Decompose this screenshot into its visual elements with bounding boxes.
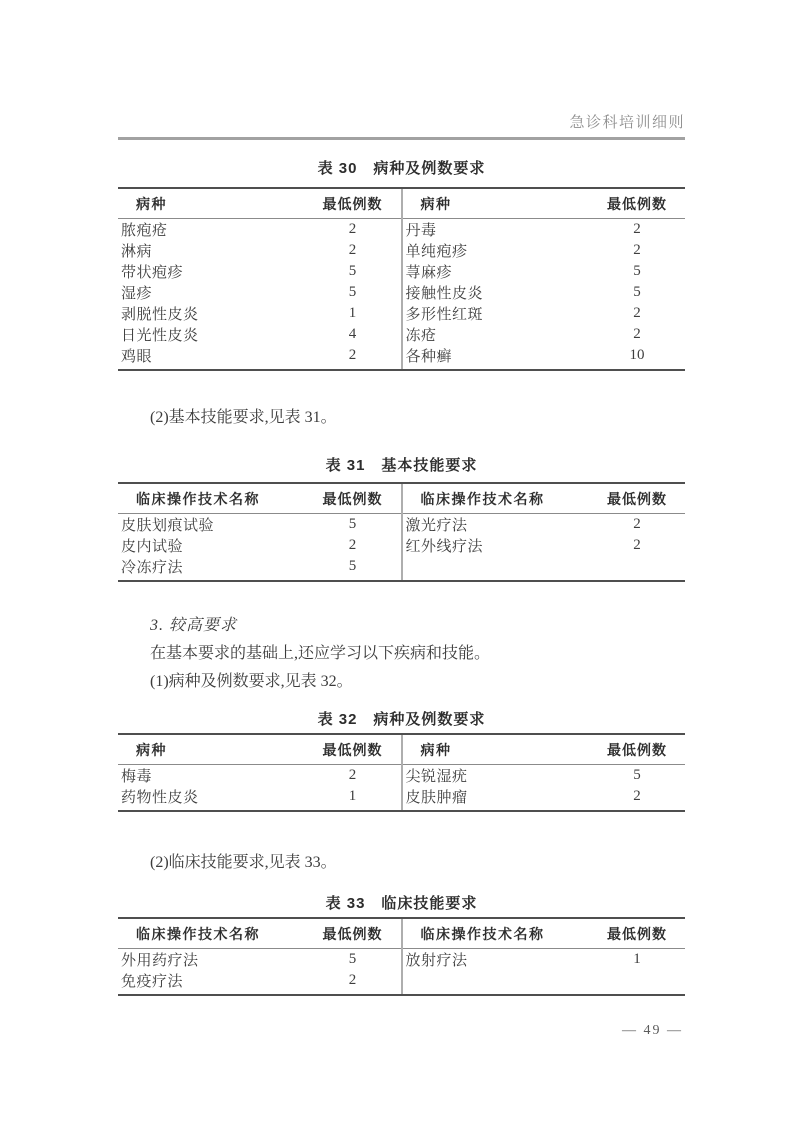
table-row bbox=[118, 324, 401, 345]
row-name-cell: 放射疗法 bbox=[405, 953, 468, 969]
table-row bbox=[403, 514, 686, 535]
row-min-count-cell: 4 bbox=[348, 326, 357, 342]
row-name-cell: 冷冻疗法 bbox=[121, 560, 184, 576]
table-row bbox=[118, 765, 401, 786]
row-min-count-cell: 5 bbox=[633, 263, 641, 279]
column-header-min-cases: 最低例数 bbox=[607, 195, 667, 212]
row-name-cell: 脓疱疮 bbox=[121, 223, 168, 239]
row-min-count-cell: 1 bbox=[348, 788, 357, 804]
table-30 bbox=[118, 187, 685, 371]
row-name-cell: 日光性皮炎 bbox=[121, 328, 199, 344]
table-30-title: 表 30 病种及例数要求 bbox=[317, 160, 486, 177]
row-min-count-cell: 2 bbox=[633, 242, 641, 258]
table-row bbox=[403, 949, 686, 970]
row-min-count-cell: 2 bbox=[633, 516, 641, 532]
row-min-count-cell: 5 bbox=[633, 767, 641, 783]
row-name-cell: 各种癣 bbox=[405, 349, 453, 365]
table-31-right-half bbox=[401, 484, 686, 580]
row-min-count-cell: 2 bbox=[348, 347, 357, 363]
row-name-cell: 皮肤划痕试验 bbox=[121, 518, 215, 534]
row-name-cell: 湿疹 bbox=[121, 286, 153, 302]
row-min-count-cell: 5 bbox=[348, 516, 357, 532]
row-min-count-cell: 2 bbox=[633, 788, 641, 804]
table-33-right-header-row bbox=[403, 919, 686, 949]
row-name-cell: 皮内试验 bbox=[121, 539, 184, 555]
table-31-left-header-row bbox=[118, 484, 401, 514]
row-min-count-cell: 1 bbox=[633, 951, 641, 967]
row-min-count-cell: 5 bbox=[348, 558, 357, 574]
column-header-technique: 临床操作技术名称 bbox=[136, 490, 260, 507]
section-3-block bbox=[118, 612, 685, 696]
column-header-min-cases: 最低例数 bbox=[322, 925, 383, 942]
table-30-right-half bbox=[401, 189, 686, 369]
row-name-cell: 多形性红斑 bbox=[405, 307, 484, 323]
section-3-heading: 3. 较高要求 bbox=[150, 617, 238, 634]
header-rule bbox=[118, 137, 685, 140]
row-min-count-cell: 5 bbox=[348, 951, 357, 967]
row-min-count-cell: 5 bbox=[633, 284, 641, 300]
table-30-left-body bbox=[118, 219, 401, 366]
row-name-cell: 淋病 bbox=[121, 244, 153, 260]
table-32-left-body bbox=[118, 765, 401, 807]
table-row bbox=[403, 303, 686, 324]
row-name-cell: 鸡眼 bbox=[121, 349, 153, 365]
table-row bbox=[118, 303, 401, 324]
row-name-cell: 梅毒 bbox=[121, 769, 153, 785]
table-row bbox=[118, 219, 401, 240]
row-min-count-cell: 2 bbox=[633, 326, 641, 342]
row-min-count-cell: 5 bbox=[348, 263, 357, 279]
table-32-left-half bbox=[118, 735, 401, 810]
row-name-cell: 荨麻疹 bbox=[405, 265, 453, 281]
table-31-left-half bbox=[118, 484, 401, 580]
column-header-technique: 临床操作技术名称 bbox=[136, 925, 260, 942]
section-3-intro: 在基本要求的基础上,还应学习以下疾病和技能。 bbox=[150, 645, 491, 662]
row-min-count-cell: 2 bbox=[348, 221, 357, 237]
row-name-cell: 激光疗法 bbox=[405, 518, 468, 534]
row-min-count-cell: 5 bbox=[348, 284, 357, 300]
table-32 bbox=[118, 733, 685, 812]
row-name-cell: 单纯疱疹 bbox=[405, 244, 468, 260]
table-row bbox=[403, 345, 686, 366]
row-name-cell: 带状疱疹 bbox=[121, 265, 184, 281]
row-name-cell: 丹毒 bbox=[405, 223, 437, 239]
table-row bbox=[403, 219, 686, 240]
table-33 bbox=[118, 917, 685, 996]
paragraph-basic-skills: (2)基本技能要求,见表 31。 bbox=[150, 409, 337, 426]
table-33-right-body bbox=[403, 949, 686, 970]
table-31 bbox=[118, 482, 685, 582]
column-header-disease: 病种 bbox=[420, 741, 452, 758]
row-name-cell: 外用药疗法 bbox=[121, 953, 199, 969]
table-row bbox=[118, 970, 401, 991]
table-row bbox=[118, 786, 401, 807]
row-min-count-cell: 10 bbox=[629, 347, 645, 363]
row-min-count-cell: 2 bbox=[348, 537, 357, 553]
table-row bbox=[118, 949, 401, 970]
row-name-cell: 药物性皮炎 bbox=[121, 790, 199, 806]
table-row bbox=[118, 556, 401, 577]
table-31-right-header-row bbox=[403, 484, 686, 514]
table-row bbox=[118, 240, 401, 261]
table-row bbox=[403, 240, 686, 261]
table-33-left-header-row bbox=[118, 919, 401, 949]
table-32-title: 表 32 病种及例数要求 bbox=[317, 711, 486, 728]
paragraph-clinical-skills: (2)临床技能要求,见表 33。 bbox=[150, 854, 337, 871]
column-header-min-cases: 最低例数 bbox=[607, 741, 667, 758]
row-min-count-cell: 2 bbox=[633, 305, 641, 321]
row-min-count-cell: 2 bbox=[348, 972, 357, 988]
column-header-min-cases: 最低例数 bbox=[322, 741, 383, 758]
table-32-left-header-row bbox=[118, 735, 401, 765]
table-row bbox=[403, 786, 686, 807]
column-header-disease: 病种 bbox=[420, 195, 452, 212]
table-30-right-header-row bbox=[403, 189, 686, 219]
row-min-count-cell: 2 bbox=[633, 537, 641, 553]
column-header-min-cases: 最低例数 bbox=[322, 490, 383, 507]
table-32-right-half bbox=[401, 735, 686, 810]
table-30-left-header-row bbox=[118, 189, 401, 219]
row-name-cell: 红外线疗法 bbox=[405, 539, 484, 555]
row-min-count-cell: 2 bbox=[348, 767, 357, 783]
table-31-title: 表 31 基本技能要求 bbox=[325, 457, 478, 474]
row-name-cell: 剥脱性皮炎 bbox=[121, 307, 199, 323]
column-header-min-cases: 最低例数 bbox=[607, 490, 667, 507]
row-name-cell: 冻疮 bbox=[405, 328, 437, 344]
row-name-cell: 尖锐湿疣 bbox=[405, 769, 468, 785]
table-31-left-body bbox=[118, 514, 401, 577]
row-name-cell: 接触性皮炎 bbox=[405, 286, 484, 302]
running-header: 急诊科培训细则 bbox=[569, 115, 685, 131]
table-30-right-body bbox=[403, 219, 686, 366]
table-row bbox=[118, 282, 401, 303]
column-header-min-cases: 最低例数 bbox=[607, 925, 667, 942]
row-min-count-cell: 2 bbox=[348, 242, 357, 258]
table-row bbox=[403, 261, 686, 282]
paragraph-disease-32: (1)病种及例数要求,见表 32。 bbox=[150, 673, 353, 690]
column-header-disease: 病种 bbox=[136, 195, 167, 212]
row-name-cell: 免疫疗法 bbox=[121, 974, 184, 990]
table-33-title: 表 33 临床技能要求 bbox=[325, 895, 478, 912]
table-30-left-half bbox=[118, 189, 401, 369]
page-content bbox=[118, 0, 685, 1039]
table-32-right-header-row bbox=[403, 735, 686, 765]
row-name-cell: 皮肤肿瘤 bbox=[405, 790, 468, 806]
page-number: — 49 — bbox=[622, 1023, 683, 1038]
table-row bbox=[118, 535, 401, 556]
table-row bbox=[118, 514, 401, 535]
table-row bbox=[118, 261, 401, 282]
table-row bbox=[403, 282, 686, 303]
table-32-right-body bbox=[403, 765, 686, 807]
table-row bbox=[118, 345, 401, 366]
table-row bbox=[403, 324, 686, 345]
column-header-min-cases: 最低例数 bbox=[322, 195, 383, 212]
table-33-left-body bbox=[118, 949, 401, 991]
column-header-disease: 病种 bbox=[136, 741, 167, 758]
table-31-right-body bbox=[403, 514, 686, 556]
table-row bbox=[403, 765, 686, 786]
column-header-technique: 临床操作技术名称 bbox=[420, 925, 545, 942]
table-33-right-half bbox=[401, 919, 686, 994]
table-33-left-half bbox=[118, 919, 401, 994]
row-min-count-cell: 2 bbox=[633, 221, 641, 237]
row-min-count-cell: 1 bbox=[348, 305, 357, 321]
table-row bbox=[403, 535, 686, 556]
column-header-technique: 临床操作技术名称 bbox=[420, 490, 545, 507]
